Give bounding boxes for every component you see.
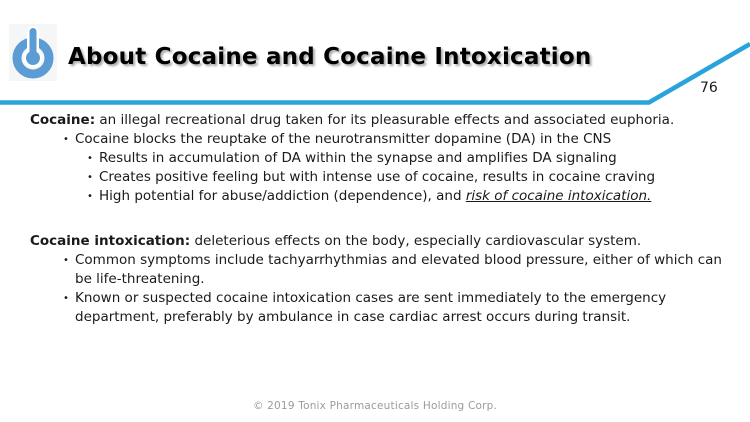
bullet-item [30, 289, 726, 327]
bullet-item [30, 251, 726, 289]
bullet-text: Results in accumulation of DA within the synapse and amplifies DA signaling [99, 150, 617, 166]
section-cocaine-intoxication [30, 232, 726, 327]
lead-paragraph [30, 111, 726, 130]
slide-title: About Cocaine and Cocaine Intoxication [68, 44, 592, 70]
lead-text: deleterious effects on the body, especially cardiovascular system. [194, 233, 642, 249]
lead-term: Cocaine: [30, 112, 96, 128]
bullet-marker: • [87, 191, 93, 202]
bullet-text: Creates positive feeling but with intense use of cocaine, results in cocaine craving [99, 169, 656, 185]
bullet-marker: • [63, 293, 69, 304]
copyright-footer: © 2019 Tonix Pharmaceuticals Holding Corp. [252, 400, 498, 412]
bullet-marker: • [87, 172, 93, 183]
company-logo [9, 24, 57, 81]
bullet-item [30, 130, 726, 149]
page-number: 76 [700, 80, 718, 96]
lead-text: an illegal recreational drug taken for its pleasurable effects and associated euphoria. [99, 112, 675, 128]
bullet-text: Known or suspected cocaine intoxication cases are sent immediately to the emergency department, preferably by ambulance in case cardiac arrest occurs during transit. [75, 290, 667, 325]
section-cocaine [30, 111, 726, 206]
bullet-text: Common symptoms include tachyarrhythmias and elevated blood pressure, either of which can be life-threatening. [75, 252, 722, 287]
bullet-item [30, 149, 726, 168]
lead-paragraph [30, 232, 726, 251]
bullet-item [30, 187, 726, 206]
lead-term: Cocaine intoxication: [30, 233, 191, 249]
bullet-text-emphasis: risk of cocaine intoxication. [465, 188, 652, 204]
bullet-marker: • [63, 134, 69, 145]
bullet-marker: • [63, 255, 69, 266]
bullet-text [99, 187, 726, 206]
bullet-item [30, 168, 726, 187]
power-icon [10, 25, 56, 80]
bullet-text-plain: High potential for abuse/addiction (dependence), and [99, 188, 462, 204]
bullet-text: Cocaine blocks the reuptake of the neurotransmitter dopamine (DA) in the CNS [75, 131, 612, 147]
bullet-marker: • [87, 153, 93, 164]
